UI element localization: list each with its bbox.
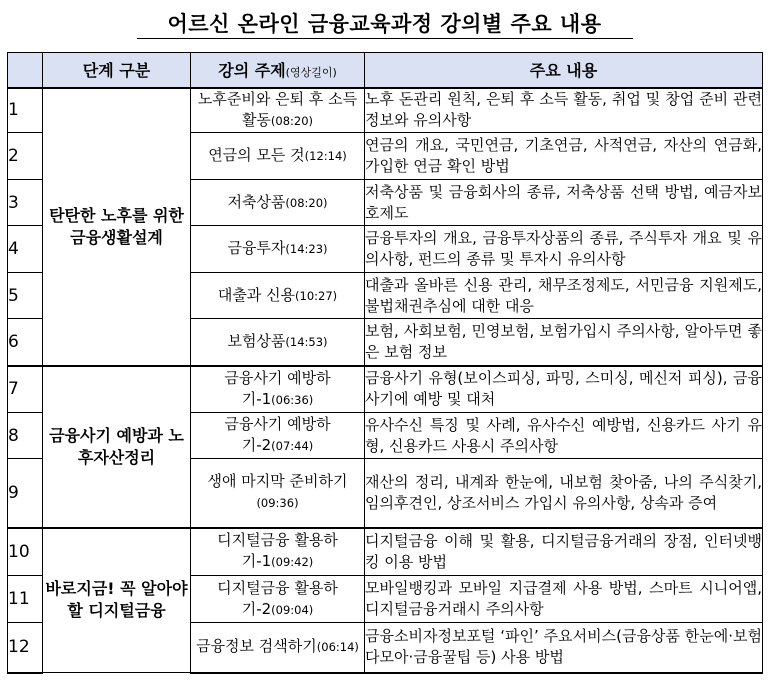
topic-duration: (12:14) (304, 149, 347, 163)
lecture-content: 모바일뱅킹과 모바일 지급결제 사용 방법, 스마트 시니어앱, 디지털금융거래시 주의사항 (365, 576, 763, 623)
lecture-content: 유사수신 특징 및 사례, 유사수신 예방법, 신용카드 사기 유형, 신용카드 사용시 주의사항 (365, 413, 763, 459)
row-number: 2 (8, 133, 43, 180)
topic-duration: (06:36) (271, 392, 314, 407)
lecture-content: 금융투자의 개요, 금융투자상품의 종류, 주식투자 개요 및 유의사항, 펀드의 종류 및 투자시 유의사항 (365, 226, 763, 273)
row-number: 3 (8, 180, 43, 226)
stage-group-2: 금융사기 예방과 노후자산정리 (43, 366, 191, 528)
row-number: 7 (8, 366, 43, 413)
topic-duration: (10:27) (295, 288, 338, 303)
row-number: 6 (8, 319, 43, 366)
lecture-topic (191, 273, 365, 319)
lecture-topic (191, 226, 365, 273)
topic-duration: (06:14) (316, 640, 359, 655)
lecture-content: 노후 돈관리 원칙, 은퇴 후 소득 활동, 취업 및 창업 준비 관련 정보와 유의사항 (365, 88, 763, 133)
topic-title: 디지털금융 활용하기-1 (217, 531, 338, 571)
topic-duration: (14:23) (285, 242, 328, 256)
course-table (7, 52, 763, 674)
topic-title: 노후준비와 은퇴 후 소득활동 (197, 89, 358, 129)
topic-title: 대출과 신용 (217, 285, 296, 304)
lecture-content: 재산의 정리, 내계좌 한눈에, 내보험 찾아줌, 나의 주식찾기, 임의후견인, 상조서비스 가입시 유의사항, 상속과 증여 (365, 459, 763, 528)
topic-duration: (14:53) (285, 334, 328, 349)
table-row (8, 88, 763, 133)
lecture-topic (191, 576, 365, 623)
lecture-topic (191, 180, 365, 226)
header-topic-note: (영상길이) (285, 66, 337, 80)
topic-title: 금융사기 예방하기-2 (224, 415, 331, 454)
topic-duration: (09:04) (271, 602, 314, 617)
topic-title: 디지털금융 활용하기-2 (217, 578, 338, 618)
topic-duration: (08:20) (285, 195, 328, 210)
lecture-topic (191, 366, 365, 413)
row-number: 12 (8, 623, 43, 673)
header-row (8, 53, 763, 88)
topic-title: 저축상품 (227, 192, 286, 211)
lecture-topic (191, 88, 365, 133)
row-number: 1 (8, 88, 43, 133)
lecture-content: 보험, 사회보험, 민영보험, 보험가입시 주의사항, 알아두면 좋은 보험 정보 (365, 319, 763, 366)
lecture-content: 디지털금융 이해 및 활용, 디지털금융거래의 장점, 인터넷뱅킹 이용 방법 (365, 528, 763, 576)
lecture-topic (191, 319, 365, 366)
row-number: 11 (8, 576, 43, 623)
row-number: 9 (8, 459, 43, 528)
stage-group-3: 바로지금! 꼭 알아야 할 디지털금융 (43, 528, 191, 673)
row-number: 4 (8, 226, 43, 273)
title-underline (137, 38, 633, 39)
stage-group-1: 탄탄한 노후를 위한 금융생활설계 (43, 88, 191, 366)
topic-title: 생애 마지막 준비하기 (207, 472, 348, 491)
lecture-content: 대출과 올바른 신용 관리, 채무조정제도, 서민금융 지원제도, 불법채권추심에 대한 대응 (365, 273, 763, 319)
document-title: 어르신 온라인 금융교육과정 강의별 주요 내용 (167, 12, 602, 36)
lecture-content: 금융소비자정보포털 ‘파인’ 주요서비스(금융상품 한눈에·보험다모아·금융꿀팁 등) 사용 방법 (365, 623, 763, 673)
header-stage: 단계 구분 (43, 53, 191, 88)
topic-title: 연금의 모든 것 (208, 146, 305, 164)
row-number: 8 (8, 413, 43, 459)
lecture-topic (191, 459, 365, 528)
topic-duration: (08:20) (270, 113, 314, 128)
lecture-topic (191, 133, 365, 180)
header-topic (191, 53, 365, 88)
header-content: 주요 내용 (365, 53, 763, 88)
table-row (8, 528, 763, 576)
topic-title: 금융정보 검색하기 (196, 637, 317, 656)
row-number: 5 (8, 273, 43, 319)
row-number: 10 (8, 528, 43, 576)
table-row (8, 366, 763, 413)
lecture-topic (191, 528, 365, 576)
topic-duration: (09:42) (271, 555, 314, 570)
lecture-topic (191, 413, 365, 459)
topic-title: 보험상품 (227, 331, 286, 350)
header-num (8, 53, 43, 88)
topic-title: 금융투자 (227, 239, 286, 257)
lecture-topic (191, 623, 365, 673)
header-topic-label: 강의 주제 (218, 61, 286, 81)
topic-title: 금융사기 예방하기-1 (224, 368, 331, 408)
lecture-content: 저축상품 및 금융회사의 종류, 저축상품 선택 방법, 예금자보호제도 (365, 180, 763, 226)
topic-duration: (09:36) (256, 496, 299, 511)
topic-duration: (07:44) (271, 439, 314, 453)
lecture-content: 연금의 개요, 국민연금, 기초연금, 사적연금, 자산의 연금화, 가입한 연금 확인 방법 (365, 133, 763, 180)
lecture-content: 금융사기 유형(보이스피싱, 파밍, 스미싱, 메신저 피싱), 금융사기에 예방 및 대처 (365, 366, 763, 413)
